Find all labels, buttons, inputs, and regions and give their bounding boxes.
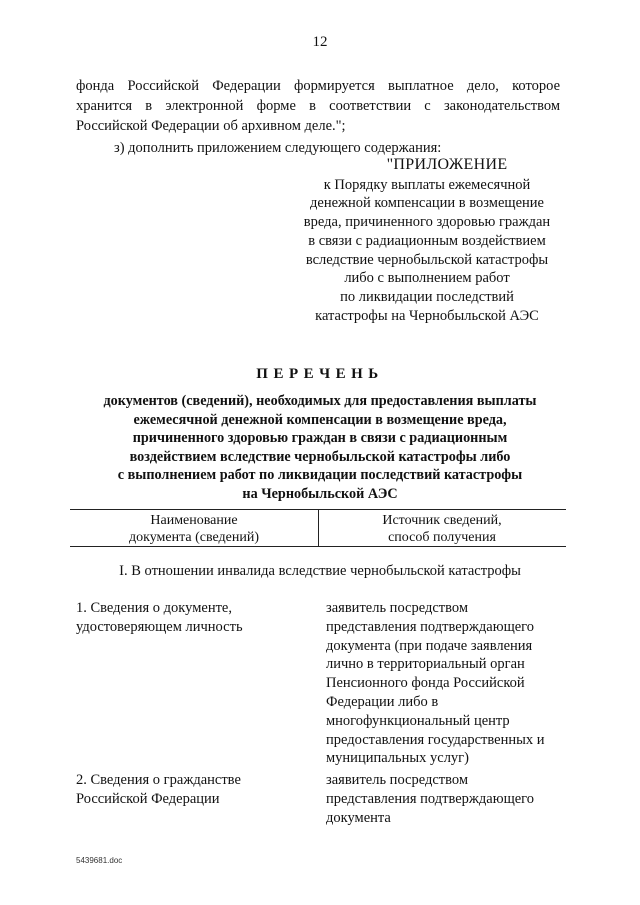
appendix-line: вреда, причиненного здоровью граждан [303, 214, 551, 231]
source-line: Федерации либо в [326, 693, 439, 710]
source-line: предоставления государственных и [326, 731, 545, 748]
row-document-name [76, 599, 316, 637]
appendix-block [296, 156, 558, 325]
source-line: документа (при подаче заявления [326, 637, 533, 654]
appendix-title: "ПРИЛОЖЕНИЕ [386, 156, 508, 173]
name-line: 1. Сведения о документе, [76, 600, 232, 616]
appendix-line: по ликвидации последствий [340, 288, 514, 305]
intro-paragraph-2: з) дополнить приложением следующего содержания: [114, 140, 442, 156]
appendix-line: либо с выполнением работ [344, 270, 510, 287]
header-left-line: Наименование [150, 513, 238, 528]
header-right-line: способ получения [388, 530, 496, 545]
document-title: ПЕРЕЧЕНЬ [256, 366, 384, 382]
name-line: Российской Федерации [76, 790, 220, 807]
row-document-name [76, 771, 316, 809]
section-title: I. В отношении инвалида вследствие чернобыльской катастрофы [119, 563, 521, 579]
source-line: многофункциональный центр [326, 712, 510, 729]
appendix-line: вследствие чернобыльской катастрофы [305, 251, 549, 268]
subtitle-line: с выполнением работ по ликвидации последствий катастрофы [117, 467, 523, 483]
subtitle-line: ежемесячной денежной компенсации в возмещение вреда, [133, 411, 507, 428]
subtitle-line: на Чернобыльской АЭС [242, 485, 398, 502]
footer-file-code: 5439681.doc [76, 856, 123, 865]
intro-paragraph-1: фонда Российской Федерации формируется выплатное дело, которое хранится в электронной форме в соответствии с законодательством Российской Федерации об архивном деле."; [76, 78, 560, 134]
appendix-line: денежной компенсации в возмещение [310, 195, 544, 212]
source-line: представления подтверждающего [326, 618, 535, 635]
source-line: заявитель посредством [326, 600, 469, 616]
header-right-line: Источник сведений, [382, 513, 502, 528]
subtitle-line: причиненного здоровью граждан в связи с радиационным [132, 430, 508, 446]
page-number: 12 [312, 34, 328, 50]
source-line: представления подтверждающего [326, 790, 535, 807]
source-line: заявитель посредством [326, 772, 469, 788]
intro-text [76, 76, 560, 158]
subtitle-line: документов (сведений), необходимых для предоставления выплаты [103, 393, 537, 409]
source-line: муниципальных услуг) [326, 750, 469, 767]
source-line: документа [326, 809, 391, 826]
appendix-line: в связи с радиационным воздействием [308, 232, 546, 249]
document-subtitle [60, 392, 580, 503]
name-line: удостоверяющем личность [76, 618, 243, 635]
header-left-line: документа (сведений) [128, 530, 260, 545]
name-line: 2. Сведения о гражданстве [76, 772, 241, 788]
header-source [318, 512, 566, 546]
subtitle-line: воздействием вследствие чернобыльской катастрофы либо [129, 448, 511, 465]
row-source [326, 771, 566, 827]
table-header [70, 509, 566, 547]
appendix-line: к Порядку выплаты ежемесячной [323, 176, 531, 193]
row-source [326, 599, 566, 768]
header-document-name [70, 512, 318, 546]
source-line: лично в территориальный орган [326, 656, 525, 673]
appendix-line: катастрофы на Чернобыльской АЭС [315, 307, 539, 324]
source-line: Пенсионного фонда Российской [326, 675, 525, 692]
